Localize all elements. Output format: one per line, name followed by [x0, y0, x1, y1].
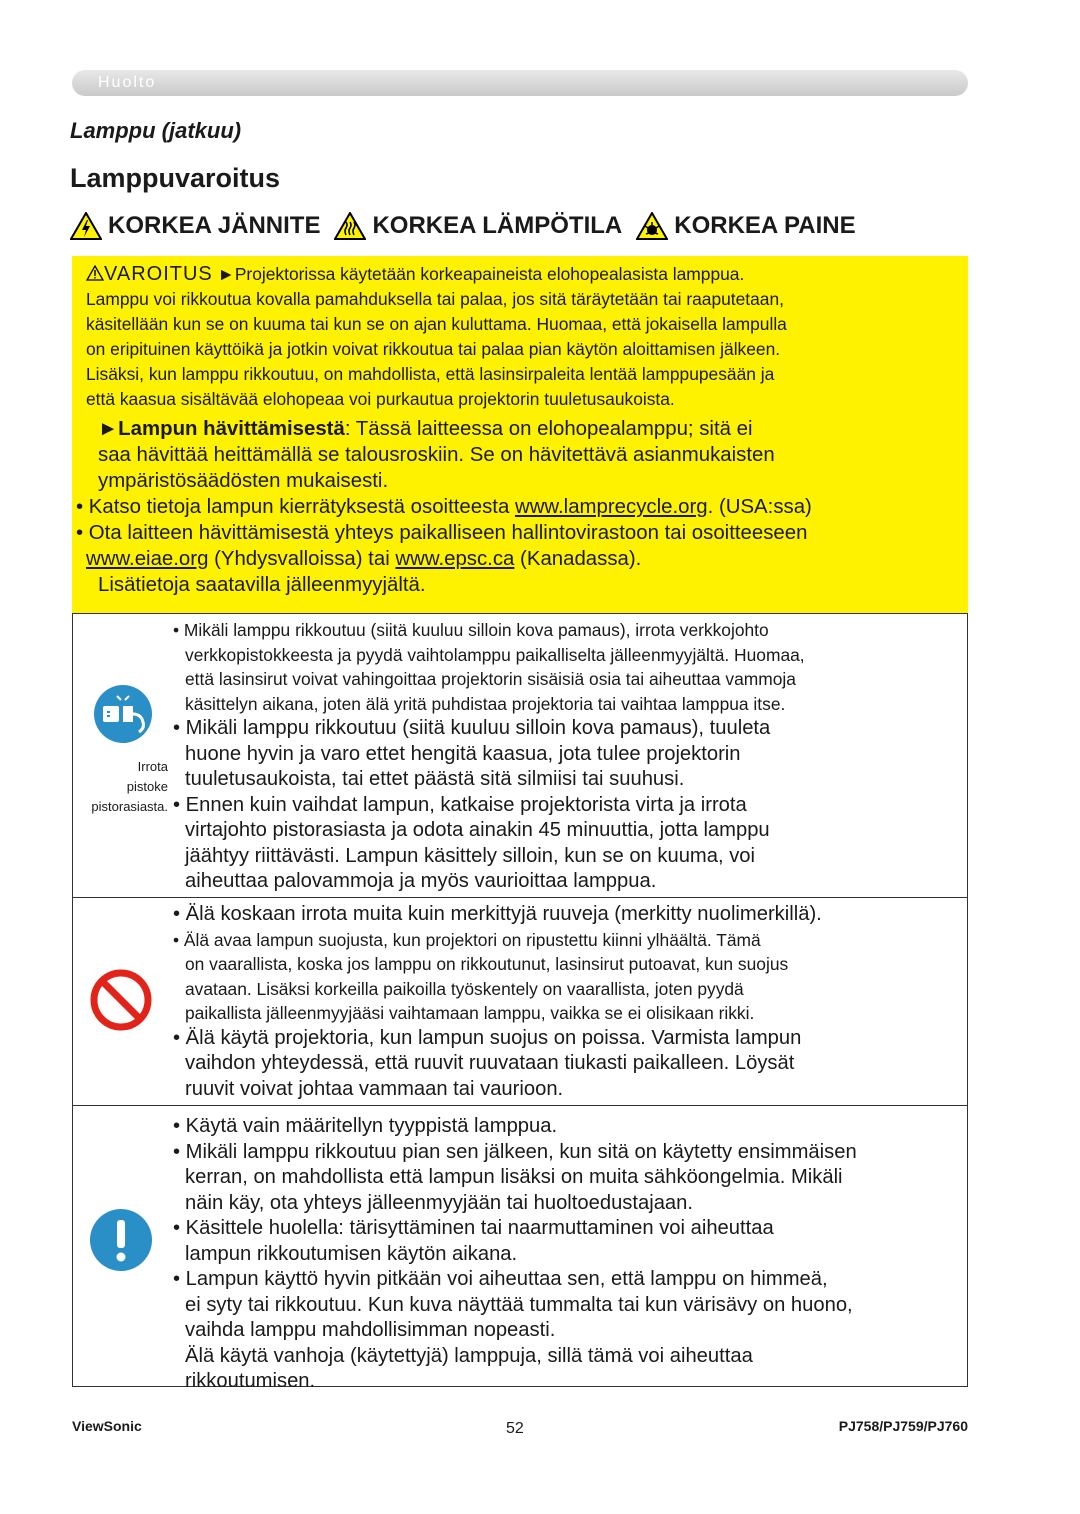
text-line: aiheuttaa palovammoja ja myös vaurioittaa lamppua.	[185, 870, 657, 893]
text-line: • Käsittele huolella: tärisyttäminen tai naarmuttaminen voi aiheuttaa	[173, 1217, 774, 1239]
text-line: • Mikäli lamppu rikkoutuu (siitä kuuluu silloin kova pamaus), tuuleta	[173, 717, 771, 740]
text-line: Älä käytä vanhoja (käytettyjä) lamppuja, sillä tämä voi aiheuttaa	[185, 1344, 753, 1367]
prohibited-icon	[89, 968, 153, 1032]
recycle-bullet: • Katso tietoja lampun kierrätyksestä osoitteesta www.lamprecycle.org. (USA:ssa)	[76, 496, 812, 518]
text-line: verkkopistokkeesta ja pyydä vaihtolamppu paikalliselta jälleenmyyjältä. Huomaa,	[185, 644, 805, 665]
section-label: Huolto	[98, 74, 157, 91]
text-line: tuuletusaukoista, tai ettet päästä sitä silmiisi tai suuhusi.	[185, 768, 685, 791]
warning-line: että kaasua sisältävää elohopeaa voi purkautua projektorin tuuletusaukoista.	[86, 389, 675, 409]
warning-intro: VAROITUS ►Projektorissa käytetään korkeapaineista elohopealasista lamppua.	[86, 262, 962, 287]
lamprecycle-link[interactable]: www.lamprecycle.org	[514, 496, 708, 518]
text-line: ruuvit voivat johtaa vammaan tai vaurioon.	[185, 1077, 564, 1100]
text-line: • Käytä vain määritellyn tyyppistä lamppua.	[173, 1115, 558, 1137]
text-line: lampun rikkoutumisen käytön aikana.	[185, 1242, 518, 1265]
text-line: jäähtyy riittävästi. Lampun käsittely silloin, kun se on kuuma, voi	[185, 844, 756, 867]
hazard-row	[70, 208, 970, 244]
text-line: vaihda lamppu mahdollisimman nopeasti.	[185, 1319, 556, 1341]
high-pressure-icon	[636, 212, 668, 240]
disposal-heading: ►Lampun hävittämisestä: Tässä laitteessa on elohopealamppu; sitä ei	[98, 418, 753, 440]
disposal-line: saa hävittää heittämällä se talousroskiin. Se on hävitettävä asianmukaisten	[98, 444, 775, 466]
page-number: 52	[506, 1420, 524, 1437]
hot-surface-icon	[334, 212, 366, 240]
text-line: avataan. Lisäksi korkeilla paikoilla työskentely on vaarallista, joten pyydä	[185, 978, 744, 999]
text-line: että lasinsirut voivat vahingoittaa projektorin sisäisiä osia tai aiheuttaa vammoja	[185, 669, 796, 690]
text-line: • Lampun käyttö hyvin pitkään voi aiheuttaa sen, että lamppu on himmeä,	[173, 1268, 828, 1290]
epsc-link[interactable]: www.epsc.ca	[395, 548, 515, 570]
precaution-row-prohibited	[73, 897, 967, 1105]
warning-box	[72, 256, 968, 613]
text-line: vaihdon yhteydessä, että ruuvit ruuvataan tiukasti paikalleen. Löysät	[185, 1052, 795, 1075]
footer-brand: ViewSonic	[72, 1418, 142, 1434]
warning-line: käsitellään kun se on kuuma tai kun se on ajan kuluttama. Huomaa, että jokaisella lampulla	[86, 314, 787, 334]
text-line: paikallista jälleenmyyjääsi vaihtamaan lamppu, vaikka se ei olisikaan rikki.	[185, 1003, 755, 1024]
warning-label: VAROITUS	[104, 263, 213, 285]
text-line: • Älä koskaan irrota muita kuin merkittyjä ruuveja (merkitty nuolimerkillä).	[173, 903, 822, 925]
eiae-link[interactable]: www.eiae.org	[86, 548, 209, 570]
text-line: • Ennen kuin vaihdat lampun, katkaise projektorista virta ja irrota	[173, 793, 747, 816]
warning-triangle-icon	[86, 265, 104, 281]
text-line: • Mikäli lamppu rikkoutuu pian sen jälkeen, kun sitä on käytetty ensimmäisen	[173, 1140, 857, 1163]
dealer-info: Lisätietoja saatavilla jälleenmyyjältä.	[98, 574, 426, 596]
precautions-table	[72, 613, 968, 1392]
exclamation-icon	[89, 1208, 153, 1272]
unplug-caption: Irrota pistoke pistorasiasta.	[91, 759, 168, 814]
precaution-row-unplug	[73, 614, 967, 897]
text-line: kerran, on mahdollista että lampun lisäksi on muita sähköongelmia. Mikäli	[185, 1166, 843, 1188]
page-title: Lamppuvaroitus	[70, 163, 281, 193]
contact-bullet: • Ota laitteen hävittämisestä yhteys paikalliseen hallintovirastoon tai osoitteeseen	[76, 522, 808, 544]
disposal-line: ympäristösäädösten mukaisesti.	[98, 470, 389, 492]
hazard-high-temperature: KORKEA LÄMPÖTILA	[334, 212, 622, 240]
warning-line: on eripituinen käyttöikä ja jotkin voivat rikkoutua tai palaa pian käytön aloittamisen jälkeen.	[86, 339, 781, 359]
warning-line: Lisäksi, kun lamppu rikkoutuu, on mahdollista, että lasinsirpaleita lentää lamppupesään ja	[86, 364, 775, 384]
warning-line: Lamppu voi rikkoutua kovalla pamahduksella tai palaa, jos sitä täräytetään tai raaputetaan,	[86, 289, 784, 309]
unplug-icon	[93, 684, 153, 744]
text-line: on vaarallista, koska jos lamppu on rikkoutunut, lasinsirut putoavat, kun suojus	[185, 954, 789, 975]
contact-bullet-cont: www.eiae.org (Yhdysvalloissa) tai www.epsc.ca (Kanadassa).	[86, 548, 642, 570]
hazard-high-pressure: KORKEA PAINE	[636, 212, 855, 240]
text-line: ei syty tai rikkoutuu. Kun kuva näyttää tummalta tai kun värisävy on huono,	[185, 1293, 853, 1316]
hazard-high-voltage: KORKEA JÄNNITE	[70, 212, 320, 240]
footer-model: PJ758/PJ759/PJ760	[838, 1418, 968, 1434]
text-line: • Älä avaa lampun suojusta, kun projektori on ripustettu kiinni ylhäältä. Tämä	[173, 929, 761, 950]
text-line: virtajohto pistorasiasta ja odota ainakin 45 minuuttia, jotta lamppu	[185, 819, 770, 842]
precaution-row-caution	[73, 1105, 967, 1392]
text-line: huone hyvin ja varo ettet hengitä kaasua, jota tulee projektorin	[185, 742, 741, 765]
text-line: • Älä käytä projektoria, kun lampun suojus on poissa. Varmista lampun	[173, 1026, 802, 1049]
text-line: • Mikäli lamppu rikkoutuu (siitä kuuluu silloin kova pamaus), irrota verkkojohto	[173, 620, 769, 640]
text-line: rikkoutumisen.	[185, 1370, 316, 1392]
text-line: käsittelyn aikana, joten älä yritä puhdistaa projektoria tai vaihtaa lamppua itse.	[185, 693, 786, 714]
text-line: näin käy, ota yhteys jälleenmyyjään tai huoltoedustajaan.	[185, 1191, 693, 1214]
section-bar	[72, 70, 968, 96]
subtitle: Lamppu (jatkuu)	[70, 118, 242, 143]
high-voltage-icon	[70, 212, 102, 240]
